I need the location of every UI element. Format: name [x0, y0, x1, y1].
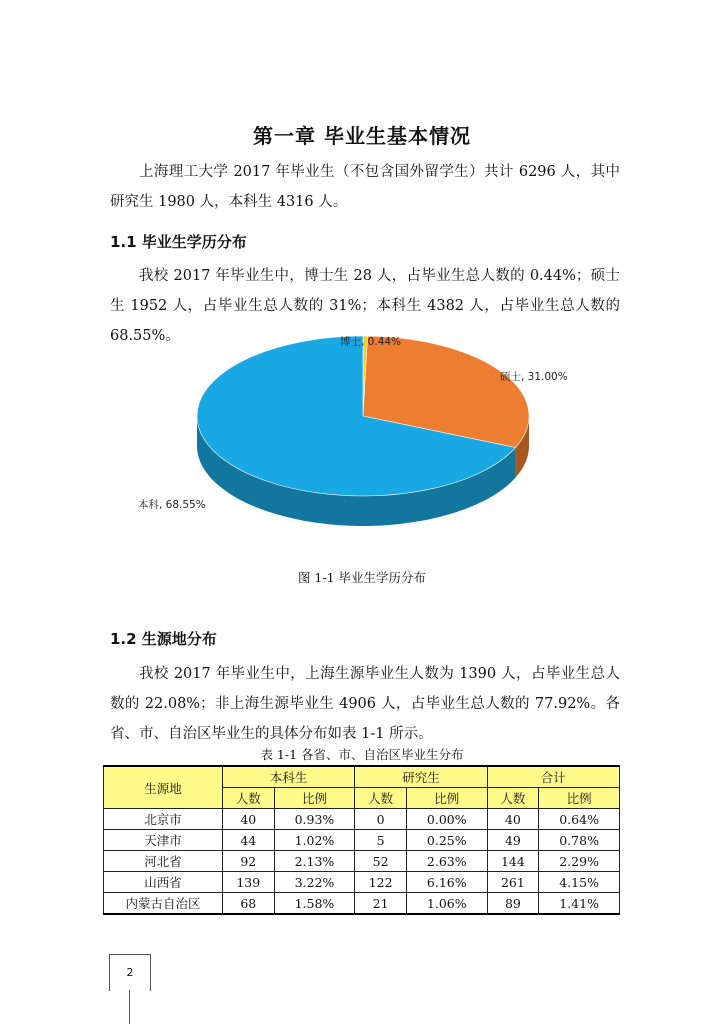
province-cell: 天津市: [104, 830, 223, 851]
subheader-count: 人数: [355, 788, 407, 809]
section-heading-origin: 1.2 生源地分布: [110, 630, 217, 648]
value-cell: 1.58%: [274, 893, 355, 915]
province-cell: 内蒙古自治区: [104, 893, 223, 915]
value-cell: 44: [223, 830, 275, 851]
value-cell: 1.06%: [406, 893, 487, 915]
value-cell: 2.13%: [274, 851, 355, 872]
subheader-ratio: 比例: [406, 788, 487, 809]
province-cell: 山西省: [104, 872, 223, 893]
pie-data-label: 博士, 0.44%: [340, 336, 402, 348]
pie-data-label: 硕士, 31.00%: [500, 371, 568, 383]
section-heading-education: 1.1 毕业生学历分布: [110, 233, 247, 251]
province-cell: 河北省: [104, 851, 223, 872]
value-cell: 6.16%: [406, 872, 487, 893]
header-origin: 生源地: [104, 766, 223, 809]
value-cell: 92: [223, 851, 275, 872]
subheader-count: 人数: [487, 788, 539, 809]
value-cell: 68: [223, 893, 275, 915]
page-number-line: [129, 990, 130, 1024]
value-cell: 0: [355, 809, 407, 830]
subheader-ratio: 比例: [539, 788, 620, 809]
table-row: [104, 851, 620, 872]
value-cell: 0.93%: [274, 809, 355, 830]
province-distribution-table: [103, 765, 620, 915]
value-cell: 0.78%: [539, 830, 620, 851]
header-graduate: 研究生: [355, 766, 487, 788]
value-cell: 5: [355, 830, 407, 851]
value-cell: 52: [355, 851, 407, 872]
subheader-ratio: 比例: [274, 788, 355, 809]
value-cell: 49: [487, 830, 539, 851]
figure-caption: 图 1-1 毕业生学历分布: [297, 570, 427, 585]
province-cell: 北京市: [104, 809, 223, 830]
value-cell: 2.63%: [406, 851, 487, 872]
value-cell: 1.02%: [274, 830, 355, 851]
value-cell: 1.41%: [539, 893, 620, 915]
value-cell: 89: [487, 893, 539, 915]
education-paragraph: 我校 2017 年毕业生中，博士生 28 人，占毕业生总人数的 0.44%；硕士生 1952 人，占毕业生总人数的 31%；本科生 4382 人，占毕业生总人数的 68.55%。: [110, 268, 620, 344]
value-cell: 261: [487, 872, 539, 893]
value-cell: 21: [355, 893, 407, 915]
value-cell: 40: [223, 809, 275, 830]
value-cell: 0.00%: [406, 809, 487, 830]
education-pie-chart: [138, 328, 580, 558]
value-cell: 144: [487, 851, 539, 872]
value-cell: 122: [355, 872, 407, 893]
table-row: [104, 872, 620, 893]
value-cell: 0.64%: [539, 809, 620, 830]
table-row: [104, 893, 620, 915]
header-undergrad: 本科生: [223, 766, 355, 788]
header-total: 合计: [487, 766, 619, 788]
value-cell: 40: [487, 809, 539, 830]
value-cell: 139: [223, 872, 275, 893]
origin-paragraph: 我校 2017 年毕业生中，上海生源毕业生人数为 1390 人，占毕业生总人数的 22.08%；非上海生源毕业生 4906 人，占毕业生总人数的 77.92%。各省、市、自治区毕业生的具体分布如表 1-1 所示。: [110, 666, 620, 742]
table-row: [104, 830, 620, 851]
table-caption: 表 1-1 各省、市、自治区毕业生分布: [260, 747, 464, 762]
table-row: [104, 809, 620, 830]
value-cell: 4.15%: [539, 872, 620, 893]
pie-data-label: 本科, 68.55%: [138, 499, 206, 511]
chapter-title: 第一章 毕业生基本情况: [253, 124, 471, 148]
intro-paragraph: 上海理工大学 2017 年毕业生（不包含国外留学生）共计 6296 人，其中研究生 1980 人，本科生 4316 人。: [110, 164, 620, 210]
value-cell: 2.29%: [539, 851, 620, 872]
page-number: 2: [109, 954, 151, 991]
subheader-count: 人数: [223, 788, 275, 809]
value-cell: 0.25%: [406, 830, 487, 851]
value-cell: 3.22%: [274, 872, 355, 893]
